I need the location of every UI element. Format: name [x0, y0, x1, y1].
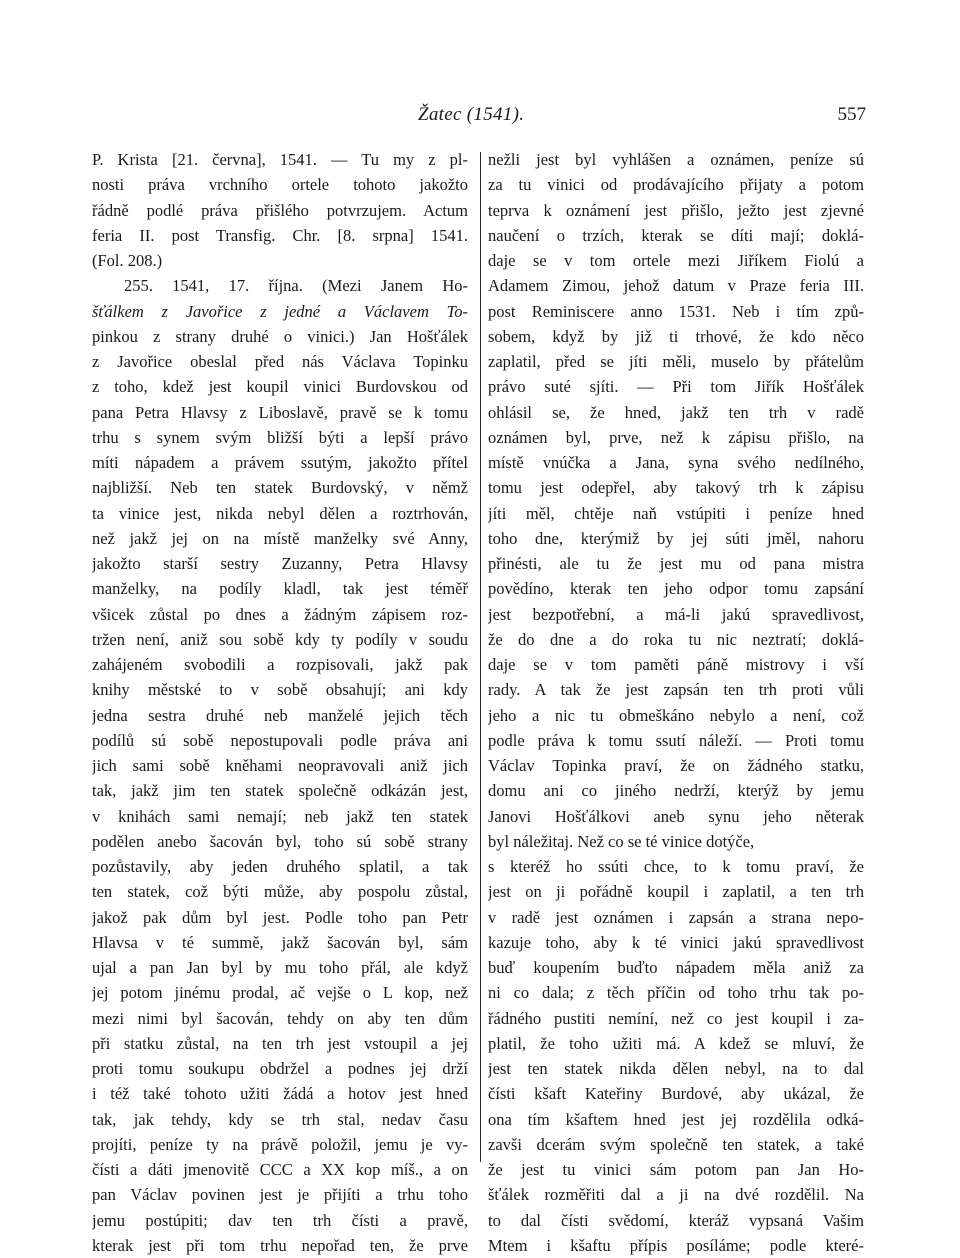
text-line: platil, že toho užiti má. A kdež se mluví, že	[488, 1033, 864, 1053]
text-line: post Reminiscere anno 1531. Neb i tím způ-	[488, 301, 864, 321]
text-line: i též také tohoto užiti žádá a hotov jest hned	[92, 1084, 468, 1104]
text-line: šťálek rozměřiti dal a ji na dvé rozdělil. Na	[488, 1185, 864, 1205]
text-line: jich sami sobě kněhami neopravovali aniž jich	[92, 756, 468, 775]
text-line: jest on ji pořádně koupil i zaplatil, a ten trh	[488, 882, 864, 902]
text-line: tak, jak tehdy, kdy se trh stal, nedav času	[92, 1109, 468, 1129]
text-line: zaplatil, před se jíti měli, muselo by přátelům	[488, 352, 864, 371]
text-line: byl náležitaj. Než co se té vinice dotýče,	[488, 831, 755, 851]
text-line: P. Krista [21. června], 1541. — Tu my z pl-	[92, 150, 468, 169]
text-line: Hlavsa v té summě, jakž šacován byl, sám	[92, 932, 468, 952]
text-line: kterak jest při tom trhu nepořad ten, že prve	[92, 1235, 468, 1255]
text-line: jedna sestra druhé neb manželé jejich těch	[92, 705, 468, 725]
text-line: daje se v tom ortele mezi Jiříkem Fiolú a	[488, 251, 864, 270]
text-line: podle práva k tomu ssutí náleží. — Proti tomu	[488, 730, 864, 750]
text-line: jakož pak dům byl jest. Podle toho pan Petr	[92, 907, 468, 927]
text-line: z Javořice obeslal před nás Václava Topinku	[92, 352, 468, 371]
text-line: než jakž jej on na místě manželky své Anny,	[92, 528, 468, 548]
text-line: jest ten statek nikda dělen nebyl, na to dal	[488, 1059, 864, 1078]
text-line: z toho, kdež jest koupil vinici Burdovskou od	[92, 377, 468, 397]
text-line: tak, jakž jim ten statek společně odkázán jest,	[92, 781, 468, 801]
text-line: podílů sú sobě nepostupovali podle práva ani	[92, 730, 468, 750]
text-line: oznámen byl, prve, než k zápisu přišlo, na	[488, 427, 864, 447]
text-line: kazuje toho, aby k té vinici jakú spravedlivost	[488, 932, 864, 952]
text-line: ona tím kšaftem hned jest jej rozdělila odká-	[488, 1109, 864, 1129]
text-line: knihy městské to v sobě obsahují; ani kdy	[92, 680, 468, 700]
text-line: sobem, když by již ti trhové, že kdo něco	[488, 326, 864, 346]
text-line: v knihách sami nemají; neb jakž ten statek	[92, 806, 468, 826]
text-line: projíti, peníze ty na právě položil, jemu je vy-	[92, 1134, 468, 1154]
text-line: feria II. post Transfig. Chr. [8. srpna] 1541.	[92, 225, 468, 245]
text-line: jíti měl, chtěje naň vstúpiti i peníze hned	[488, 503, 864, 523]
text-line: míti nápadem a právem ssutým, jakožto přítel	[92, 453, 468, 472]
text-line: při statku zůstal, na ten trh jest vstoupil a jej	[92, 1033, 468, 1053]
text-line: Janovi Hošťálkovi aneb synu jeho něterak	[488, 806, 864, 826]
text-line: podělen anebo šacován byl, toho sú sobě strany	[92, 831, 468, 851]
text-line: povědíno, kterak ten jeho odpor tomu zapsání	[488, 579, 864, 599]
left-text-column	[92, 147, 468, 1258]
page-header	[0, 104, 960, 134]
text-line: domu ani co jiného nedrží, kterýž by jemu	[488, 781, 864, 801]
text-line: najbližší. Neb ten statek Burdovský, v němž	[92, 478, 468, 498]
text-line: ta vinice jest, nikda nebyl dělen a roztrhován,	[92, 503, 468, 523]
text-line: jej potom jinému prodal, ač vejše o L kop, než	[92, 983, 468, 1003]
text-line: v radě jest oznámen i zapsán a strana nepo-	[488, 907, 864, 927]
text-line: to dal čísti svědomí, kteráž vypsaná Vašim	[488, 1210, 864, 1230]
right-text-column	[488, 147, 864, 1258]
text-line: všicek zůstal po dnes a žádným zápisem roz-	[92, 604, 468, 624]
text-line: proti tomu soukupu obdržel a podnes jej drží	[92, 1059, 468, 1078]
running-title: Žatec (1541).	[418, 104, 525, 125]
text-line: manželky, na podíly kladl, tak jest téměř	[92, 579, 468, 599]
text-line: trhu s synem svým bližší býti a lepší právo	[92, 427, 468, 447]
text-line: tomu jest odepřel, aby takový trh k zápisu	[488, 478, 864, 498]
text-line: čísti kšaft Kateřiny Burdové, aby ukázal, že	[488, 1084, 864, 1104]
text-line: jakožto starší sestry Zuzanny, Petra Hlavsy	[92, 554, 468, 573]
text-line: řádného pustiti nemíní, než co jest koupil i za-	[488, 1008, 864, 1028]
text-line: pan Václav povinen jest je přijíti a trhu toho	[92, 1185, 468, 1205]
text-line: daje se v tom paměti páně mistrovy i vší	[488, 655, 864, 674]
text-line: místě vnúčka a Jana, syna svého nedílného,	[488, 453, 864, 472]
text-line: Mtem i kšaftu přípis posíláme; podle které-	[488, 1235, 864, 1255]
text-line: nosti práva vrchního ortele tohoto jakožto	[92, 175, 468, 195]
text-line: naučení o trzích, kterak se díti mají; doklá-	[488, 225, 864, 245]
text-line: šťálkem z Javořice z jedné a Václavem To-	[92, 301, 468, 321]
text-line: (Fol. 208.)	[92, 251, 163, 270]
text-line: přinésti, ale tu že jest mu od pana mistra	[488, 554, 864, 573]
text-line: tržen není, aniž sou sobě kdy ty podíly v soudu	[92, 629, 468, 649]
text-line: rady. A tak že jest zapsán ten trh proti vůli	[488, 680, 864, 700]
text-line: nežli jest byl vyhlášen a oznámen, peníze sú	[488, 150, 864, 169]
text-line: ujal a pan Jan byl by mu toho přál, ale když	[92, 958, 468, 977]
text-line: Adamem Zimou, jehož datum v Praze feria III.	[488, 276, 864, 296]
text-line: za tu vinici od prodávajícího přijaty a potom	[488, 175, 864, 195]
page-number: 557	[837, 104, 866, 125]
text-line: ten statek, což býti může, aby pospolu zůstal,	[92, 882, 468, 902]
text-line: zahájeném svobodili a rozpisovali, jakž pak	[92, 655, 468, 674]
text-line: jeho a nic tu obmeškáno nebylo a není, což	[488, 705, 864, 725]
text-line: Václav Topinka praví, že on žádného statku,	[488, 756, 864, 775]
text-line: ohlásil se, že hned, jakž ten trh v radě	[488, 402, 864, 422]
text-line: jest bezpotřební, a má-li jakú spravedlivost,	[488, 604, 864, 624]
column-divider	[480, 152, 481, 1162]
text-line: buď koupením buďto nápadem měla aniž za	[488, 958, 864, 977]
text-line: pana Petra Hlavsy z Liboslavě, pravě se k tomu	[92, 402, 468, 422]
text-line: ni co dala; z těch příčin od toho trhu tak po-	[488, 983, 864, 1003]
text-line: s kteréž ho ssúti chce, to k tomu praví, že	[488, 857, 864, 876]
text-line: teprva k oznámení jest přišlo, ježto jest zjevné	[488, 200, 864, 220]
text-line: že jest tu vinici sám potom pan Jan Ho-	[488, 1160, 864, 1179]
text-line: 255. 1541, 17. října. (Mezi Janem Ho-	[124, 276, 468, 296]
text-line: toho dne, kterýmiž by jej súti jměl, nahoru	[488, 528, 864, 548]
text-line: řádně podlé práva přišlého potvrzujem. Actum	[92, 200, 468, 220]
text-line: čísti a dáti jmenovitě CCC a XX kop míš., a on	[92, 1160, 468, 1179]
text-line: pozůstavily, aby jeden druhého splatil, a tak	[92, 857, 468, 876]
text-line: mezi nimi byl šacován, tehdy on aby ten dům	[92, 1008, 468, 1028]
text-line: zavši dcerám svým společně ten statek, a také	[488, 1134, 864, 1154]
text-line: že do dne a do roka tu nic neztratí; doklá-	[488, 629, 864, 649]
text-line: jemu postúpiti; dav ten trh čísti a pravě,	[92, 1210, 468, 1230]
text-line: právo suté sjíti. — Při tom Jiřík Hošťálek	[488, 377, 864, 397]
text-line: pinkou z strany druhé o vinici.) Jan Hošťálek	[92, 326, 468, 346]
